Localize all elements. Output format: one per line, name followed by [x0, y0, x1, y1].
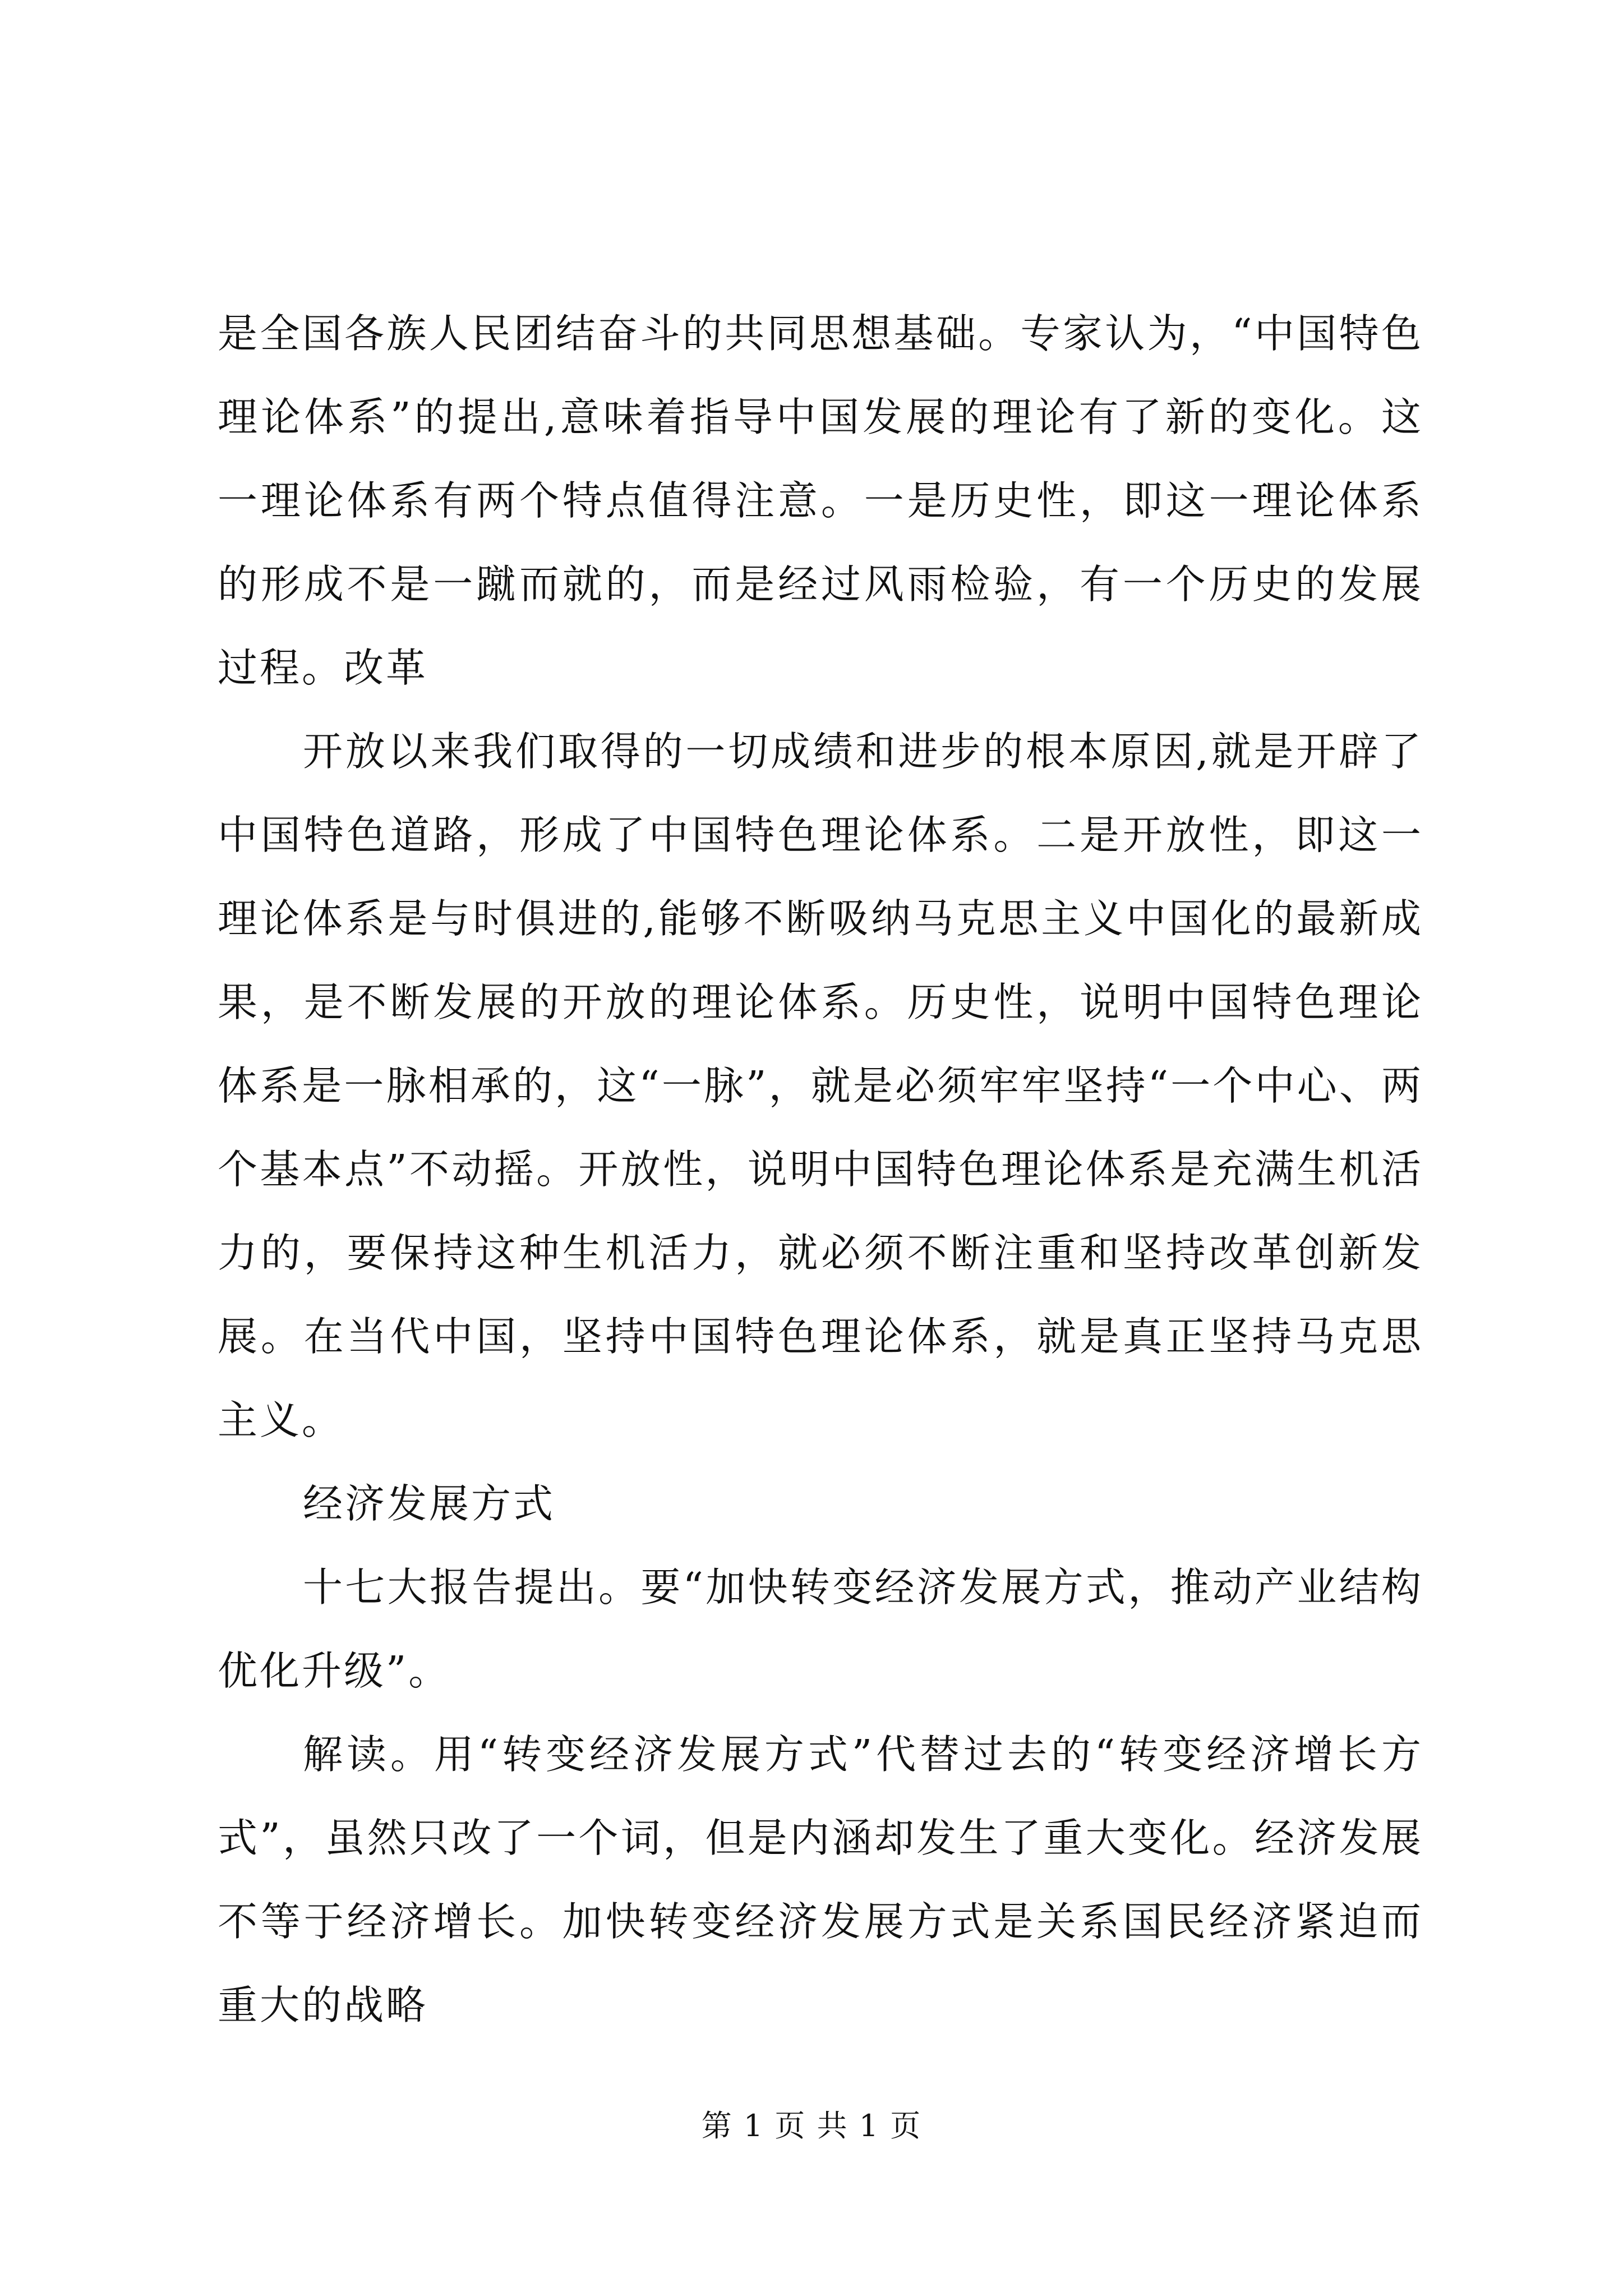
section-heading: 经济发展方式	[303, 1480, 556, 1527]
paragraph-4: 解读。用“转变经济发展方式”代替过去的“转变经济增长方式”，虽然只改了一个词，但是内涵却发生了重大变化。经济发展不等于经济增长。加快转变经济发展方式是关系国民经济紧迫而重大的战略	[218, 1731, 1423, 2028]
page-footer: 第 1 页 共 1 页	[701, 2108, 922, 2143]
paragraph-3: 十七大报告提出。要“加快转变经济发展方式，推动产业结构优化升级”。	[218, 1564, 1423, 1694]
paragraph-1: 是全国各族人民团结奋斗的共同思想基础。专家认为，“中国特色理论体系”的提出,意味着指导中国发展的理论有了新的变化。这一理论体系有两个特点值得注意。一是历史性，即这一理论体系的形成不是一蹴而就的，而是经过风雨检验，有一个历史的发展过程。改革	[218, 310, 1423, 691]
paragraph-2: 开放以来我们取得的一切成绩和进步的根本原因,就是开辟了中国特色道路，形成了中国特色理论体系。二是开放性，即这一理论体系是与时俱进的,能够不断吸纳马克思主义中国化的最新成果，是不断发展的开放的理论体系。历史性，说明中国特色理论体系是一脉相承的，这“一脉”，就是必须牢牢坚持“一个中心、两个基本点”不动摇。开放性，说明中国特色理论体系是充满生机活力的，要保持这种生机活力，就必须不断注重和坚持改革创新发展。在当代中国，坚持中国特色理论体系，就是真正坚持马克思主义。	[218, 728, 1423, 1443]
document-body	[218, 292, 1423, 2047]
